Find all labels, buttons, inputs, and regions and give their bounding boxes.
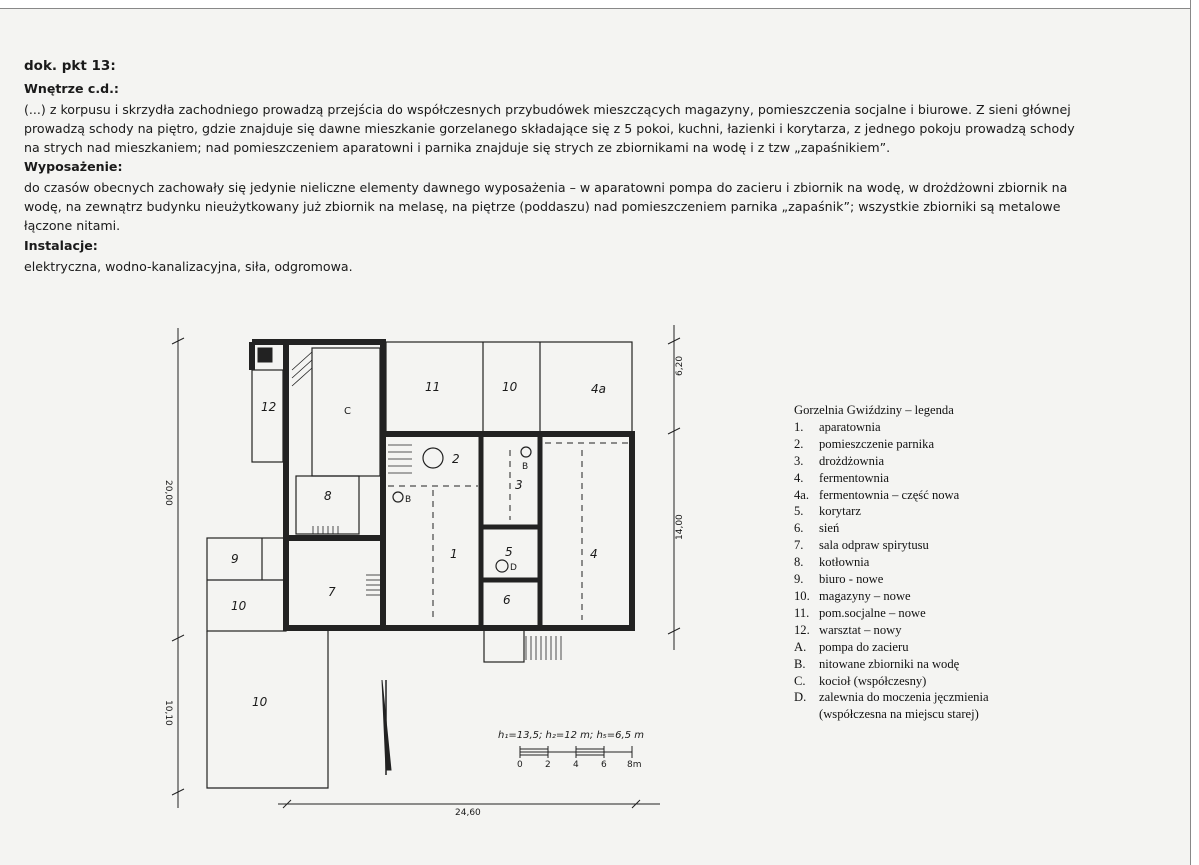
dimension-left-upper: 20,00 — [163, 480, 173, 506]
room-label-7: 7 — [328, 585, 336, 599]
legend-item: 9. biuro - nowe — [794, 572, 884, 587]
legend-item: 1. aparatownia — [794, 419, 881, 434]
room-label-6: 6 — [503, 593, 511, 607]
legend-item: 4a. fermentownia – część nowa — [794, 487, 960, 502]
installations-text-line: elektryczna, wodno-kanalizacyjna, siła, odgromowa. — [24, 259, 353, 274]
legend-item: 11. pom.socjalne – nowe — [794, 605, 926, 620]
dimension-left-lower: 10,10 — [163, 700, 173, 726]
legend-item: B. nitowane zbiorniki na wodę — [794, 656, 960, 671]
equipment-text-line: łączone nitami. — [24, 218, 121, 233]
interior-text-line: na strych nad mieszkaniem; nad pomieszczeniem aparatowni i parnika znajduje się strych ze zbiornikami na wodę i z tzw „zapaśnikiem”. — [24, 140, 891, 155]
legend-item: D. zalewnia do moczenia jęczmienia — [794, 690, 989, 705]
dimension-right-upper: 6,20 — [675, 355, 685, 376]
section-title-installations: Instalacje: — [24, 238, 98, 253]
scale-tick: 8m — [627, 760, 642, 770]
room-label-2: 2 — [452, 452, 460, 466]
equipment-text-line: wodę, na zewnątrz budynku nieużytkowany już zbiornik na melasę, na piętrze (poddaszu) nad pomieszczeniem parnika „zapaśnik”; wszystkie zbiorniki są metalowe — [24, 199, 1061, 214]
zalewnia-label-d: D — [510, 563, 517, 573]
scale-tick: 4 — [573, 760, 579, 770]
legend-item: 2. pomieszczenie parnika — [794, 436, 935, 451]
section-title-equipment: Wyposażenie: — [24, 159, 123, 174]
room-label-8: 8 — [324, 489, 332, 503]
room-label-10: 10 — [502, 380, 518, 394]
room-label-3: 3 — [515, 478, 523, 492]
tank-label-b: B — [405, 495, 412, 505]
room-label-10: 10 — [252, 695, 268, 709]
room-label-4: 4 — [590, 547, 598, 561]
room-label-1: 1 — [450, 547, 458, 561]
legend-item: 3. drożdżownia — [794, 453, 885, 468]
legend-item: 5. korytarz — [794, 504, 861, 519]
legend-item: 10. magazyny – nowe — [794, 588, 911, 603]
scale-tick: 6 — [601, 760, 607, 770]
room-label-4a: 4a — [591, 382, 606, 396]
legend-item: A. pompa do zacieru — [794, 639, 909, 654]
legend-item: 7. sala odpraw spirytusu — [794, 538, 929, 553]
interior-text-line: (...) z korpusu i skrzydła zachodniego prowadzą przejścia do współczesnych przybudówek mieszczących magazyny, pomieszczenia socjalne i biurowe. Z sieni głównej — [24, 102, 1071, 117]
room-label-12: 12 — [261, 400, 277, 414]
legend-item: 6. sień — [794, 521, 840, 536]
interior-text-line: prowadzą schody na piętro, gdzie znajduje się dawne mieszkanie gorzelanego składające się z 5 pokoi, kuchni, łazienki i korytarza, z jednego pokoju prowadzą schody — [24, 121, 1075, 136]
legend-item: 12. warsztat – nowy — [794, 622, 902, 637]
dimension-bottom: 24,60 — [455, 808, 481, 818]
equipment-text-line: do czasów obecnych zachowały się jedynie nieliczne elementy dawnego wyposażenia – w aparatowni pompa do zacieru i zbiornik na wodę, w drożdżowni zbiornik na — [24, 180, 1068, 195]
room-label-10: 10 — [231, 599, 247, 613]
legend-title: Gorzelnia Gwiździny – legenda — [794, 403, 954, 417]
room-label-9: 9 — [231, 552, 239, 566]
scale-tick: 0 — [517, 760, 523, 770]
scale-tick: 2 — [545, 760, 551, 770]
room-label-c: C — [344, 406, 351, 417]
legend-item: 4. fermentownia — [794, 470, 889, 485]
room-label-5: 5 — [505, 545, 513, 559]
dimension-right-lower: 14,00 — [675, 514, 685, 540]
room-label-11: 11 — [425, 380, 441, 394]
section-title-interior: Wnętrze c.d.: — [24, 81, 119, 96]
legend-item: C. kocioł (współczesny) — [794, 673, 927, 688]
heights-note: h₁=13,5; h₂=12 m; h₅=6,5 m — [498, 730, 645, 741]
legend-item: 8. kotłownia — [794, 555, 870, 570]
plan-legend — [794, 402, 989, 723]
doc-reference: dok. pkt 13: — [24, 58, 116, 74]
tank-label-b: B — [522, 462, 529, 472]
legend-item: (współczesna na miejscu starej) — [819, 707, 979, 722]
